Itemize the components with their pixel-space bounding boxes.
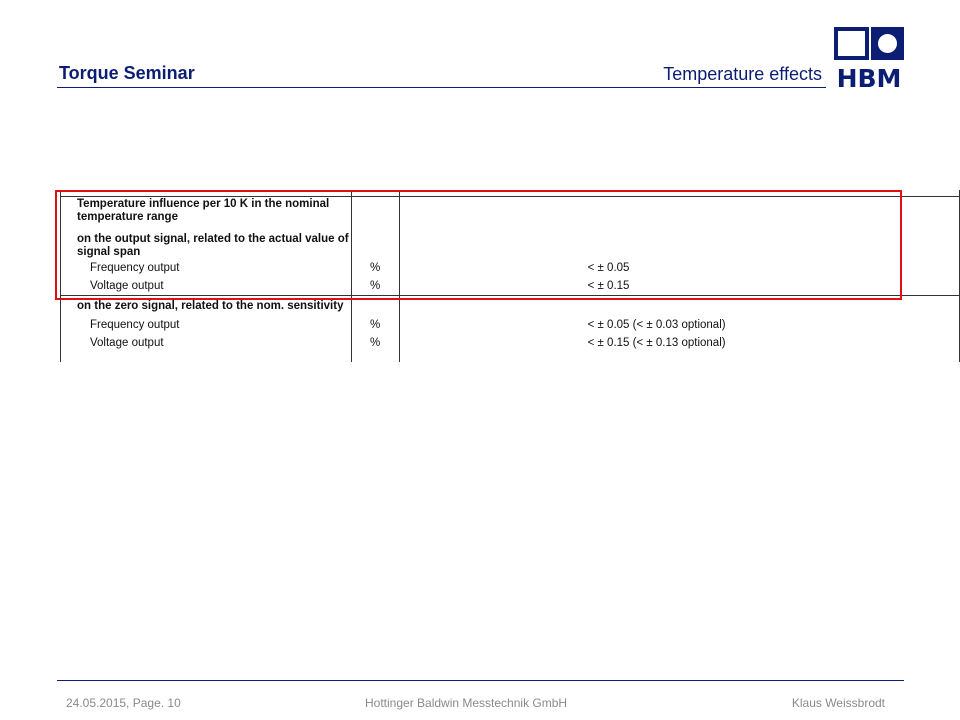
row-value: < ± 0.05 (< ± 0.03 optional) xyxy=(399,316,959,334)
row-unit: % xyxy=(351,316,399,334)
row-unit: % xyxy=(351,334,399,352)
heading-temperature-influence: Temperature influence per 10 K in the nominal temperature range xyxy=(61,197,352,229)
heading-output-signal: on the output signal, related to the actual value of signal span xyxy=(61,228,352,259)
row-value: < ± 0.15 xyxy=(399,277,959,296)
table-bottom-edge xyxy=(61,352,960,362)
row-value: < ± 0.15 (< ± 0.13 optional) xyxy=(399,334,959,352)
page-title: Torque Seminar xyxy=(59,63,195,83)
heading-zero-signal: on the zero signal, related to the nom. sensitivity xyxy=(61,296,352,317)
header-divider xyxy=(57,87,826,88)
table-row xyxy=(61,277,960,296)
footer-company: Hottinger Baldwin Messtechnik GmbH xyxy=(365,696,568,710)
page-subtitle: Temperature effects xyxy=(663,64,822,84)
footer-date-page: 24.05.2015, Page. 10 xyxy=(66,696,181,710)
footer-author: Klaus Weissbrodt xyxy=(791,696,885,710)
row-label: Voltage output xyxy=(61,334,352,352)
table-heading-row xyxy=(61,228,960,259)
row-unit: % xyxy=(351,277,399,296)
table-row xyxy=(61,259,960,277)
table-heading-row xyxy=(61,296,960,317)
spec-table xyxy=(60,190,960,362)
hbm-logo-icon xyxy=(834,27,904,89)
table-row xyxy=(61,316,960,334)
row-label: Frequency output xyxy=(61,316,352,334)
row-value: < ± 0.05 xyxy=(399,259,959,277)
row-label: Voltage output xyxy=(61,277,352,296)
table-row xyxy=(61,334,960,352)
logo-text: HBM xyxy=(836,64,902,89)
row-unit: % xyxy=(351,259,399,277)
footer-divider xyxy=(57,680,904,681)
row-label: Frequency output xyxy=(61,259,352,277)
table-heading-row xyxy=(61,197,960,229)
